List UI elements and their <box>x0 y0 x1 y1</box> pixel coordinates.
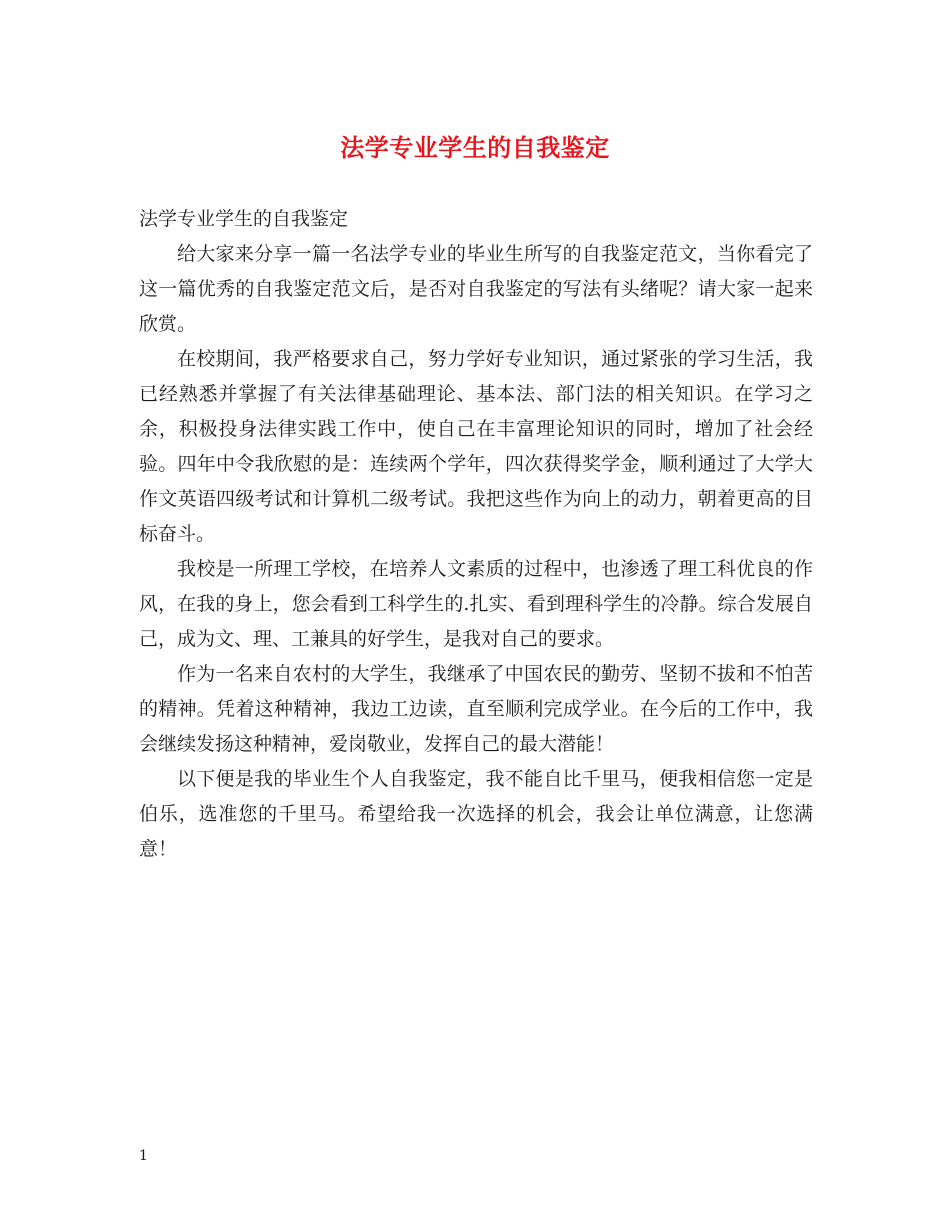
document-title: 法学专业学生的自我鉴定 <box>340 133 610 162</box>
paragraph-intro: 给大家来分享一篇一名法学专业的毕业生所写的自我鉴定范文，当你看完了这一篇优秀的自我鉴定范文后，是否对自我鉴定的写法有头绪呢？请大家一起来欣赏。 <box>139 243 813 335</box>
document-body <box>139 202 813 867</box>
paragraph-spirit: 作为一名来自农村的大学生，我继承了中国农民的勤劳、坚韧不拔和不怕苦的精神。凭着这种精神，我边工边读，直至顺利完成学业。在今后的工作中，我会继续发扬这种精神，爱岗敬业，发挥自己的最大潜能！ <box>139 663 813 755</box>
page-number: 1 <box>139 1148 148 1164</box>
paragraph-closing: 以下便是我的毕业生个人自我鉴定，我不能自比千里马，便我相信您一定是伯乐，选准您的千里马。希望给我一次选择的机会，我会让单位满意，让您满意！ <box>139 768 813 860</box>
paragraph-school: 我校是一所理工学校，在培养人文素质的过程中，也渗透了理工科优良的作风，在我的身上，您会看到工科学生的.扎实、看到理科学生的冷静。综合发展自己，成为文、理、工兼具的好学生，是我对自己的要求。 <box>139 558 813 650</box>
document-subtitle: 法学专业学生的自我鉴定 <box>139 208 349 230</box>
paragraph-study: 在校期间，我严格要求自己，努力学好专业知识，通过紧张的学习生活，我已经熟悉并掌握了有关法律基础理论、基本法、部门法的相关知识。在学习之余，积极投身法律实践工作中，使自己在丰富理论知识的同时，增加了社会经验。四年中令我欣慰的是：连续两个学年，四次获得奖学金，顺利通过了大学大作文英语四级考试和计算机二级考试。我把这些作为向上的动力，朝着更高的目标奋斗。 <box>139 348 813 545</box>
